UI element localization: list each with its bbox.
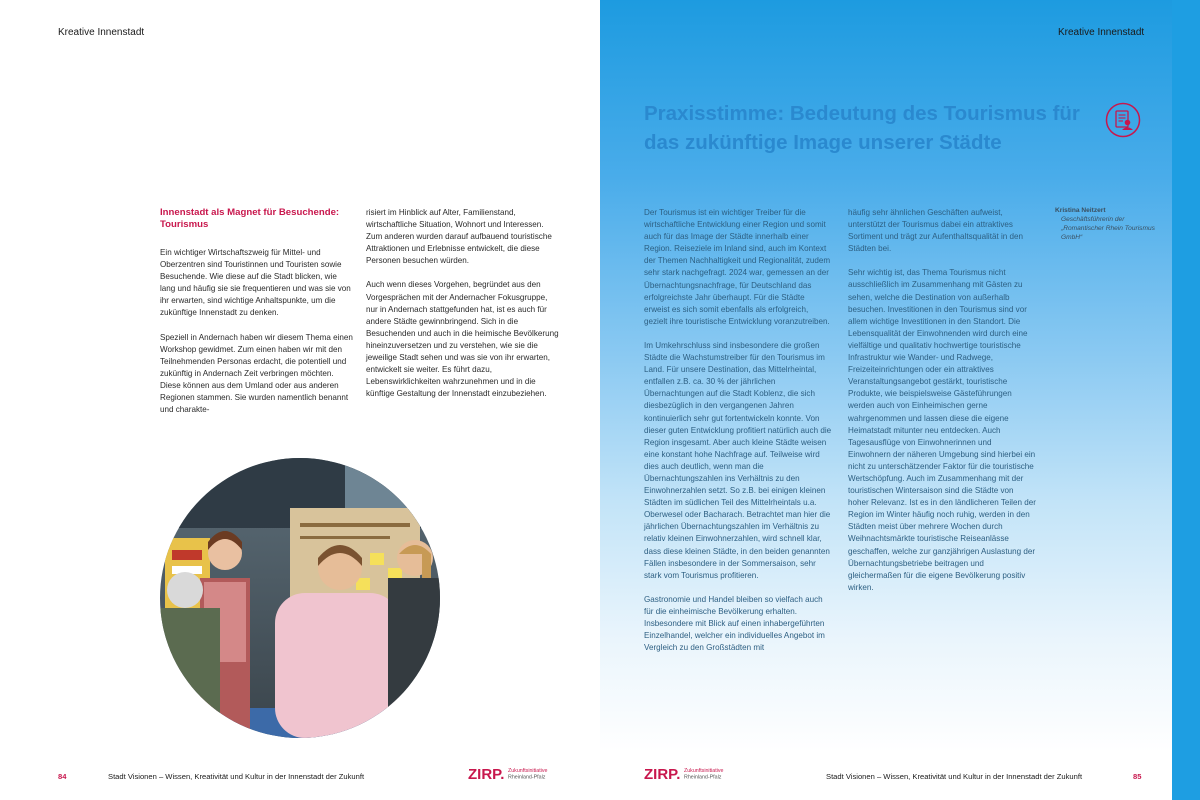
- left-column-2: [366, 207, 560, 412]
- running-head-left: Kreative Innenstadt: [58, 27, 145, 38]
- page-edge-strip: [1172, 0, 1200, 800]
- paragraph: Sehr wichtig ist, das Thema Tourismus nicht ausschließlich im Zusammenhang mit Gästen zu sehen, welche die Destination von außerhalb besuchen. Investitionen in den Tourismus sind vor allem wichtige Investitionen in den Standort. Die Lebensqualität der Einwohnenden wird durch eine vielfältige und qualitativ hochwertige touristische Infrastruktur wie Wander- und Radwege, Freizeiteinrichtungen oder ein attraktives Veranstaltungsangebot gestärkt, touristische Produkte, wie beispielsweise Gästeführungen werden auch von Einheimischen gerne wahrgenommen und lassen diese die eigene Heimatstadt mitunter neu entdecken. Auch Tagesausflüge von Einwohnerinnen und Einwohnern der näheren Umgebung sind hierbei ein nicht zu unterschätzender Faktor für die touristische Wertschöpfung. Auch im Zusammenhang mit der touristischen Wintersaison sind die Städte von hoher Relevanz. Ist es in den ländlicheren Teilen der Region im Winter häufig noch ruhig, werden in den Städten meist über mehrere Wochen durch Weihnachtsmärkte touristische Reiseanlässe geschaffen, welche zur ganzjährigen Auslastung der Übernachtungsbetriebe beitragen und gleichermaßen für die eigene Bevölkerung positiv wirken.: [848, 268, 1036, 592]
- quote-name: Kristina Neitzert: [1055, 207, 1106, 214]
- paragraph: Gastronomie und Handel bleiben so vielfach auch für die einheimische Bevölkerung erhalten. Insbesondere mit Blick auf einen inhabergeführten Einzelhandel, welcher ein individuelles Angebot im Vergleich zu den Großstädten mit: [644, 594, 825, 653]
- zirp-logo-right: [644, 765, 744, 781]
- praxisstimme-title: Praxisstimme: Bedeutung des Tourismus für das zukünftige Image unserer Städte: [644, 102, 1080, 154]
- page-number-right: 85: [1133, 772, 1142, 781]
- publication-title-left: Stadt Visionen – Wissen, Kreativität und Kultur in der Innenstadt der Zukunft: [108, 772, 365, 781]
- publication-title-right: Stadt Visionen – Wissen, Kreativität und Kultur in der Innenstadt der Zukunft: [826, 772, 1083, 781]
- paragraph: Der Tourismus ist ein wichtiger Treiber für die wirtschaftliche Entwicklung einer Region und somit auch für das Image der Städte innerhalb einer Region. Reiseziele im Inland sind, auch im Kontext der Themen Nachhaltigkeit und Regionalität, zudem sehr stark nachgefragt. 2024 war, gemessen an der Übernachtungsnachfrage, für Deutschland das erfolgreichste Jahr überhaupt. Für die Städte erweist es sich somit ebenfalls als erfolgreich, gezielt ihre touristische Entwicklung voranzutreiben.: [644, 208, 831, 326]
- section-heading: Innenstadt als Magnet für Besuchende: Tourismus: [160, 207, 340, 230]
- paragraph: Auch wenn dieses Vorgehen, begründet aus den Vorgesprächen mit der Andernacher Fokusgruppe, nur in Andernach stattgefunden hat, ist es auch für andere Städte gewinnbringend. Sich in die Besuchenden und auch in die heimische Bevölkerung hineinzuversetzen und zu verstehen, wie sie die jeweilige Stadt sehen und was sie von ihr erwarten, entwickelt sie weiter. Es führt dazu, Lebenswirklichkeiten wahrzunehmen und in die künftige Gestaltung der Innenstadt einzubeziehen.: [366, 280, 559, 399]
- person-document-icon: [1105, 102, 1141, 138]
- left-column-1: [160, 207, 354, 428]
- right-column-1: [644, 207, 832, 666]
- right-column-2: [848, 207, 1036, 606]
- logo-line-1: Zukunftsinitiative: [684, 768, 724, 774]
- paragraph: Speziell in Andernach haben wir diesem Thema einen Workshop gewidmet. Zum einen haben wir mit den Teilnehmenden Personas erdacht, die potentiell und zukünftig in Andernach Zeit verbringen möchten. Diese können aus dem Umland oder aus anderen Regionen stammen. Sie wurden namentlich benannt und charakte-: [160, 332, 353, 415]
- running-head-right: Kreative Innenstadt: [1058, 27, 1145, 38]
- logo-letters: ZIRP.: [644, 766, 681, 781]
- page-number-left: 84: [58, 772, 67, 781]
- zirp-logo-left: [468, 765, 568, 781]
- logo-line-1: Zukunftsinitiative: [508, 768, 548, 774]
- paragraph: risiert im Hinblick auf Alter, Familienstand, wirtschaftliche Situation, Wohnort und Interessen. Zum anderen wurden darauf aufbauend touristische Attraktionen und Erlebnisse entwickelt, die diese Personen besuchen würden.: [366, 208, 552, 266]
- paragraph: häufig sehr ähnlichen Geschäften aufweist, unterstützt der Tourismus dabei ein attraktives Sortiment und trägt zur Aufenthaltsqualität in den Städten bei.: [848, 208, 1024, 254]
- logo-line-2: Rheinland-Pfalz: [684, 774, 722, 781]
- quote-attribution: [1055, 206, 1155, 242]
- quote-role: Geschäftsführerin der „Romantischer Rhein Tourismus GmbH“: [1061, 216, 1155, 241]
- paragraph: Im Umkehrschluss sind insbesondere die großen Städte die Wachstumstreiber für den Tourismus im Land. Für unsere Destination, das Mittelrheintal, entfallen z.B. ca. 30 % der jährlichen Übernachtungen auf die Stadt Koblenz, die sich diesbezüglich in den vergangenen Jahren kontinuierlich sehr gut fortentwickeln konnte. Von dieser guten Entwicklung profitiert natürlich auch die Region insgesamt. Aber auch kleine Städte weisen eine konstant hohe Nachfrage auf. Teilweise wird dies auch deutlich, wenn man die Übernachtungszahlen ins Verhältnis zu den Einwohnerzahlen setzt. So z.B. bei einigen kleinen Städten im südlichen Teil des Mittelrheintals u.a. Oberwesel oder Bacharach. Betrachtet man hier die jährlichen Übernachtungszahlen im Verhältnis zu relativ kleinen Einwohnerzahlen, wird schnell klar, dass diese kleinen Städte, in den beiden genannten Fällen insbesondere in der Sommersaison, sehr stark vom Tourismus profitieren.: [644, 340, 832, 580]
- logo-letters: ZIRP.: [468, 766, 505, 781]
- logo-line-2: Rheinland-Pfalz: [508, 774, 546, 781]
- workshop-photo: [160, 458, 440, 738]
- paragraph: Ein wichtiger Wirtschaftszweig für Mittel- und Oberzentren sind Touristinnen und Touristen sowie Besuchende. Wie diese auf die Stadt blicken, wie lang und häufig sie sie frequentieren und was sie von ihr erwarten, sind wichtige Anhaltspunkte, um die zukünftige Innenstadt zu denken.: [160, 248, 351, 318]
